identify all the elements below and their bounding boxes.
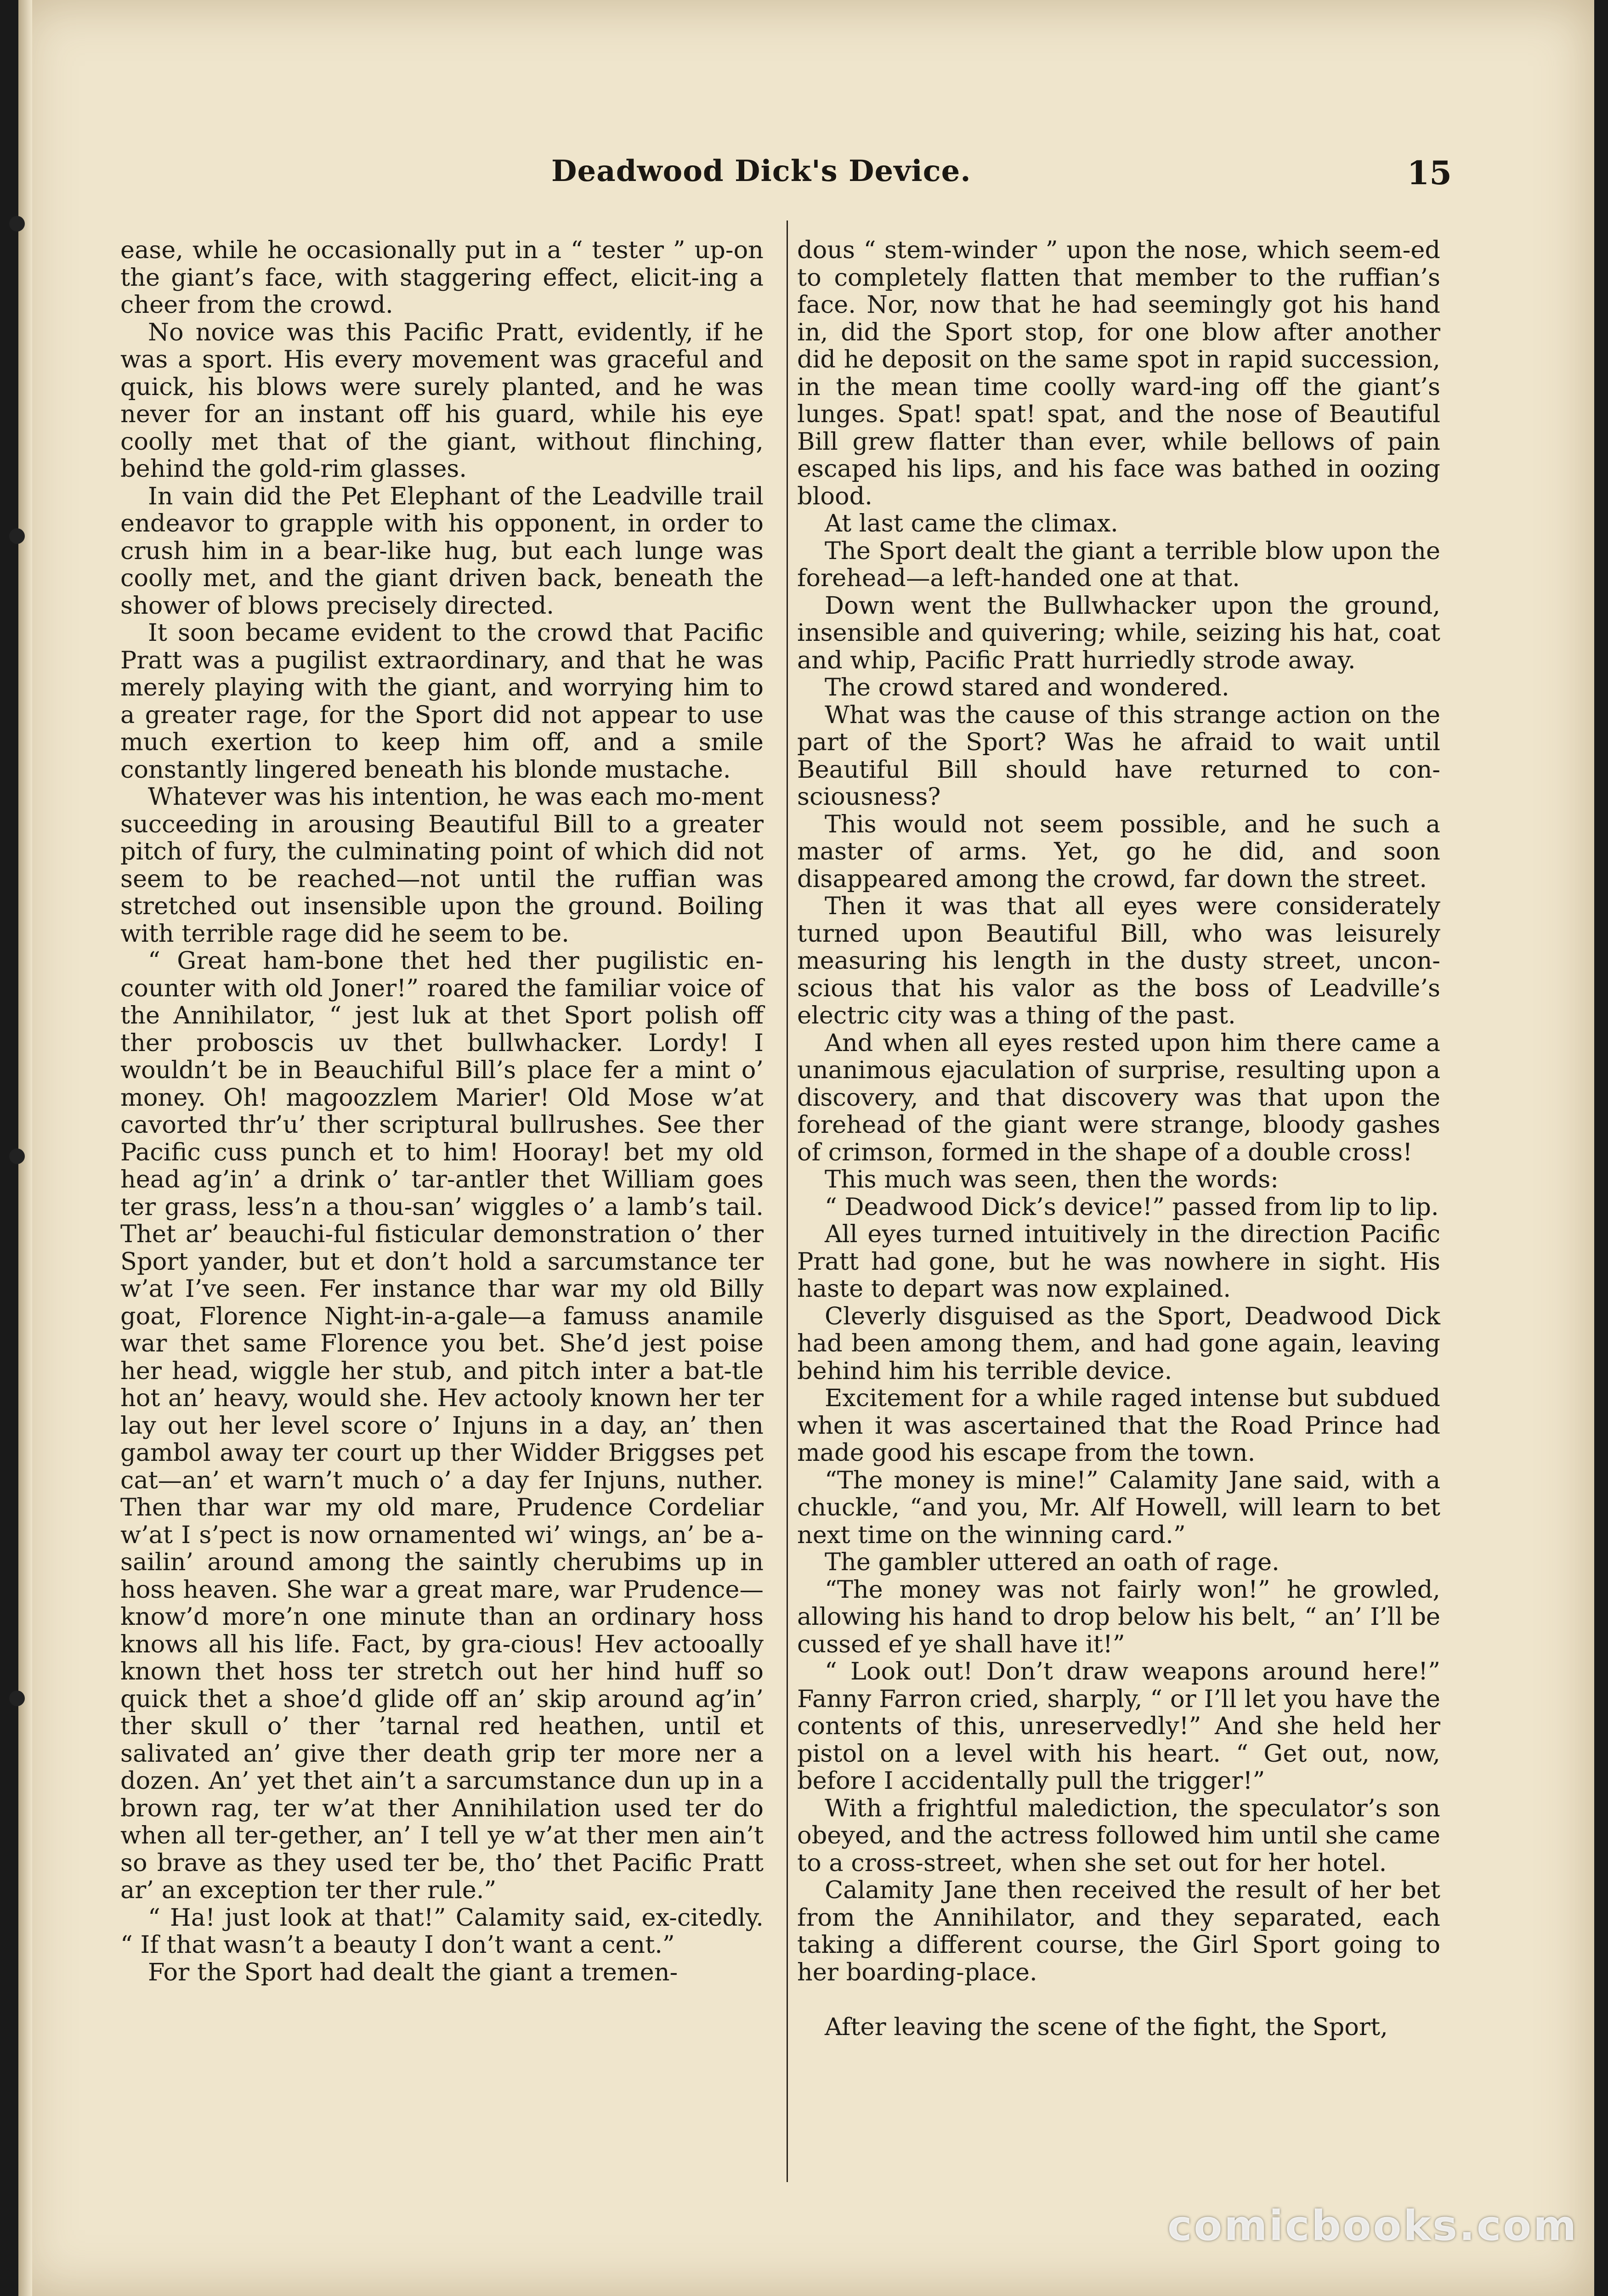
running-title: Deadwood Dick's Device. bbox=[551, 154, 971, 188]
paragraph: “ Look out! Don’t draw weapons around here!” Fanny Farron cried, sharply, “ or I’ll let you have the contents of this, unreservedly!” And she held her pistol on a level with his heart. “ Get out, now, before I accidentally pull the trigger!” bbox=[797, 1657, 1440, 1795]
right-column bbox=[797, 237, 1440, 2041]
paragraph: It soon became evident to the crowd that Pacific Pratt was a pugilist extraordinary, and that he was merely playing with the giant, and worrying him to a greater rage, for the Sport did not appear to use much exertion to keep him off, and a smile constantly lingered beneath his blonde mustache. bbox=[120, 619, 764, 784]
watermark: comicbooks.com bbox=[1167, 2202, 1578, 2250]
paragraph: “The money was not fairly won!” he growled, allowing his hand to drop below his belt, “ an’ I’ll be cussed ef ye shall have it!” bbox=[797, 1575, 1440, 1658]
binding-hole bbox=[9, 216, 25, 232]
paragraph: “ Great ham-bone thet hed ther pugilistic en-counter with old Joner!” roared the familiar voice of the Annihilator, “ jest luk at thet Sport polish off ther proboscis uv thet bullwhacker. Lordy! I wouldn’t be in Beauchiful Bill’s place fer a mint o’ money. Oh! magoozzlem Marier! Old Mose w’at cavorted thr’u’ ther scriptural bullrushes. See ther Pacific cuss punch et to him! Hooray! bet my old head ag’in’ a drink o’ tar-antler thet William goes ter grass, less’n a thou-san’ wiggles o’ a lamb’s tail. Thet ar’ beauchi-ful fisticular demonstration o’ ther Sport yander, but et don’t hold a sarcumstance ter w’at I’ve seen. Fer instance thar war my old Billy goat, Florence Night-in-a-gale—a famuss anamile war thet same Florence you bet. She’d jest poise her head, wiggle her stub, and pitch inter a bat-tle hot an’ heavy, would she. Hev actooly known her ter lay out her level score o’ Injuns in a day, an’ then gambol away ter court up ther Widder Briggses pet cat—an’ et warn’t much o’ a day fer Injuns, nuther. Then thar war my old mare, Prudence Cordeliar w’at I s’pect is now ornamented wi’ wings, an’ be a-sailin’ around among the saintly cherubims up in hoss heaven. She war a great mare, war Prudence—know’d more’n one minute than an ordinary hoss knows all his life. Fact, by gra-cious! Hev actooally known thet hoss ter stretch out her hind huff so quick thet a shoe’d glide off an’ skip around ag’in’ ther skull o’ ther ’tarnal red heathen, until et salivated an’ give ther death grip ter more ner a dozen. An’ yet thet ain’t a sarcumstance dun up in a brown rag, ter w’at ther Annihilation used ter do when all ter-gether, an’ I tell ye w’at ther men ain’t so brave as they used ter be, tho’ thet Pacific Pratt ar’ an exception ter ther rule.” bbox=[120, 947, 764, 1904]
paragraph: Down went the Bullwhacker upon the ground, insensible and quivering; while, seizing his hat, coat and whip, Pacific Pratt hurriedly strode away. bbox=[797, 591, 1440, 674]
page-header bbox=[110, 154, 1452, 204]
paragraph: Calamity Jane then received the result of her bet from the Annihilator, and they separated, each taking a different course, the Girl Sport going to her boarding-place. bbox=[797, 1876, 1440, 1986]
paragraph: This much was seen, then the words: bbox=[825, 1165, 1279, 1193]
binding-hole bbox=[9, 1691, 25, 1706]
paragraph: The crowd stared and wondered. bbox=[825, 673, 1229, 701]
page-spine bbox=[18, 0, 32, 2296]
paragraph: No novice was this Pacific Pratt, evidently, if he was a sport. His every movement was graceful and quick, his blows were surely planted, and he was never for an instant off his guard, while his eye coolly met that of the giant, without flinching, behind the gold-rim glasses. bbox=[120, 318, 764, 483]
paragraph: “The money is mine!” Calamity Jane said, with a chuckle, “and you, Mr. Alf Howell, will learn to bet next time on the winning card.” bbox=[797, 1466, 1440, 1549]
paragraph: With a frightful malediction, the speculator’s son obeyed, and the actress followed him until she came to a cross-street, when she set out for her hotel. bbox=[797, 1794, 1440, 1877]
paragraph: In vain did the Pet Elephant of the Leadville trail endeavor to grapple with his opponent, in order to crush him in a bear-like hug, but each lunge was coolly met, and the giant driven back, beneath the shower of blows precisely directed. bbox=[120, 482, 764, 620]
left-column bbox=[120, 237, 764, 1986]
binding-hole bbox=[9, 1148, 25, 1164]
paragraph: Whatever was his intention, he was each mo-ment succeeding in arousing Beautiful Bill to a greater pitch of fury, the culminating point of which did not seem to be reached—not until the ruffian was stretched out insensible upon the ground. Boiling with terrible rage did he seem to be. bbox=[120, 783, 764, 948]
paragraph: The Sport dealt the giant a terrible blow upon the forehead—a left-handed one at that. bbox=[797, 537, 1440, 592]
paragraph: “ Deadwood Dick’s device!” passed from lip to lip. bbox=[825, 1193, 1439, 1221]
paragraph: At last came the climax. bbox=[825, 509, 1118, 537]
paragraph: Then it was that all eyes were considerately turned upon Beautiful Bill, who was leisurely measuring his length in the dusty street, uncon-scious that his valor as the boss of Leadville’s electric city was a thing of the past. bbox=[797, 892, 1440, 1029]
paragraph: ease, while he occasionally put in a “ tester ” up-on the giant’s face, with staggering effect, elicit-ing a cheer from the crowd. bbox=[120, 236, 764, 319]
paragraph: Cleverly disguised as the Sport, Deadwood Dick had been among them, and had gone again, leaving behind him his terrible device. bbox=[797, 1302, 1440, 1385]
column-divider bbox=[787, 221, 788, 2182]
paragraph: dous “ stem-winder ” upon the nose, which seem-ed to completely flatten that member to the ruffian’s face. Nor, now that he had seemingly got his hand in, did the Sport stop, for one blow after another did he deposit on the same spot in rapid succession, in the mean time coolly ward-ing off the giant’s lunges. Spat! spat! spat, and the nose of Beautiful Bill grew flatter than ever, while bellows of pain escaped his lips, and his face was bathed in oozing blood. bbox=[797, 236, 1440, 510]
paragraph: And when all eyes rested upon him there came a unanimous ejaculation of surprise, resulting upon a discovery, and that discovery was that upon the forehead of the giant were strange, bloody gashes of crimson, formed in the shape of a double cross! bbox=[797, 1029, 1440, 1166]
paragraph: The gambler uttered an oath of rage. bbox=[825, 1548, 1280, 1576]
paragraph: “ Ha! just look at that!” Calamity said, ex-citedly. “ If that wasn’t a beauty I don’t want a cent.” bbox=[120, 1903, 764, 1959]
paragraph: Excitement for a while raged intense but subdued when it was ascertained that the Road Prince had made good his escape from the town. bbox=[797, 1384, 1440, 1467]
paragraph: After leaving the scene of the fight, the Sport, bbox=[825, 2013, 1388, 2041]
paragraph: All eyes turned intuitively in the direction Pacific Pratt had gone, but he was nowhere in sight. His haste to depart was now explained. bbox=[797, 1220, 1440, 1303]
page-number: 15 bbox=[1407, 154, 1452, 192]
paragraph: What was the cause of this strange action on the part of the Sport? Was he afraid to wait until Beautiful Bill should have returned to con-sciousness? bbox=[797, 701, 1440, 811]
binding-hole bbox=[9, 528, 25, 544]
paragraph: For the Sport had dealt the giant a tremen- bbox=[148, 1958, 678, 1986]
paragraph: This would not seem possible, and he such a master of arms. Yet, go he did, and soon disappeared among the crowd, far down the street. bbox=[797, 810, 1440, 893]
